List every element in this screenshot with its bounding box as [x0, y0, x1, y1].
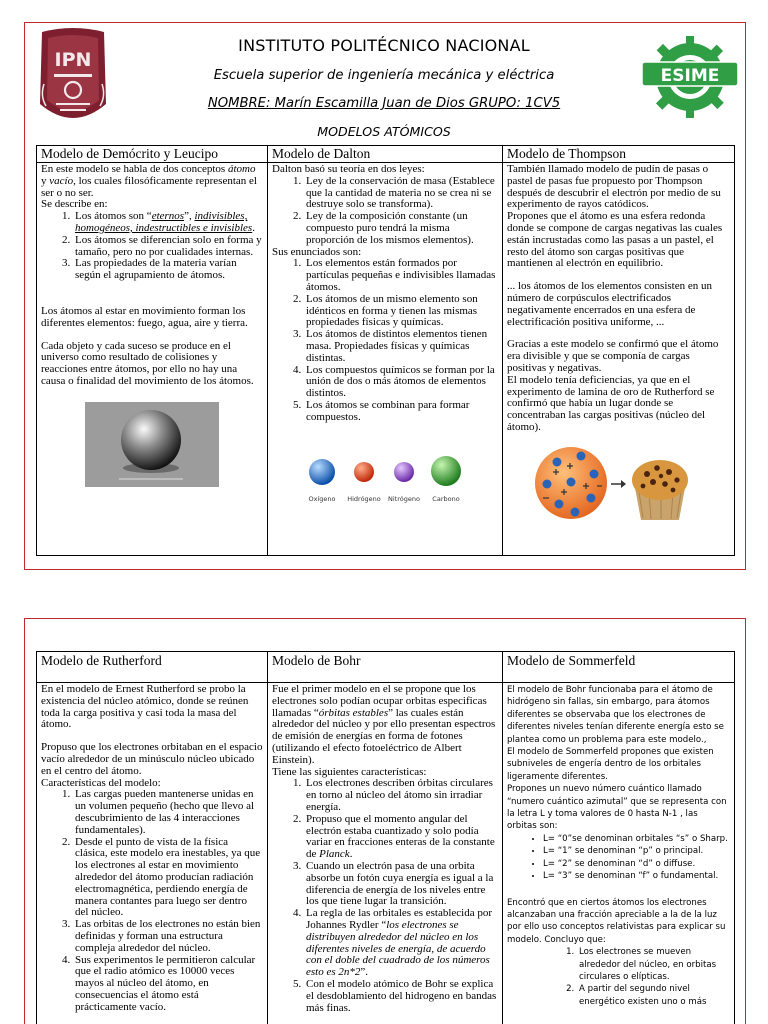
- rutherford-list: [73, 789, 263, 1013]
- element-label: Nitrógeno: [388, 494, 420, 503]
- element-label: Carbono: [432, 494, 460, 503]
- list-item: 4. Sus experimentos le permitieron calcular que el radio atómico es 10000 veces mayos al núcleo del átomo, en consecuencias el átomo está prácticamente vacío.: [73, 955, 263, 1014]
- sommerfeld-heading: Modelo de Sommerfeld: [503, 652, 735, 683]
- school-subtitle: Escuela superior de ingeniería mecánica y eléctrica: [213, 68, 555, 83]
- list-item: 2. Ley de la composición constante (un compuesto puro tendrá la misma proporción de los mismos elementos).: [304, 211, 498, 246]
- dalton-enunciados-list: [304, 258, 498, 423]
- list-item: 1. Ley de la conservación de masa (Establece que la cantidad de materia no se crea ni se destruye solo se transforma).: [304, 176, 498, 211]
- list-item: 1. Los electrones se mueven alrededor del núcleo, en orbitas circulares o elípticas.: [577, 946, 730, 983]
- rutherford-chars-label: Características del modelo:: [41, 776, 161, 789]
- list-item: 5. Los átomos se combinan para formar compuestos.: [304, 400, 498, 424]
- topic-heading: MODELOS ATÓMICOS: [317, 124, 451, 139]
- list-item: 2. Desde el punto de vista de la física clásica, este modelo era inestables, ya que los electrones al estar en movimiento alrededor del átomo producían radiación electromagnética, perdiendo energía de manera contantes para luego ser dentro del núcleo.: [73, 837, 263, 920]
- sommerfeld-conclusions-list: [577, 946, 730, 1008]
- list-item: 2. Los átomos de un mismo elemento son idénticos en forma y tienen las mismas propiedades físicas y químicas.: [304, 294, 498, 329]
- list-item: 1. Los electrones describen órbitas circulares en torno al núcleo del átomo sin irradiar energía.: [304, 778, 498, 813]
- elements-illustration: [306, 452, 468, 504]
- rutherford-heading: Modelo de Rutherford: [37, 652, 268, 683]
- democrito-heading: Modelo de Demócrito y Leucipo: [37, 146, 268, 163]
- plum-pudding-illustration: [531, 444, 691, 522]
- thompson-paragraph: Gracias a este modelo se confirmó que el átomo era divisible y que se componía de cargas positivas y negativas.: [507, 338, 719, 374]
- sphere-illustration: [85, 402, 219, 487]
- list-item: 5. Con el modelo atómico de Bohr se explica el desdoblamiento del hidrogeno en bandas más finas.: [304, 979, 498, 1014]
- rutherford-cell: [37, 683, 268, 1024]
- list-item: 1. Los átomos son “eternos”, indivisibles, homogéneos, indestructibles e invisibles.: [73, 211, 263, 235]
- bohr-list: [304, 778, 498, 1014]
- list-item: 3. Cuando un electrón pasa de una orbita absorbe un fotón cuya energía es igual a la diferencia de energía de los niveles entre los que tiene lugar la transición.: [304, 861, 498, 908]
- democrito-intro: En este modelo se habla de dos conceptos átomo y vacío, los cuales filosóficamente representan el ser o no ser.: [41, 163, 257, 199]
- models-table-page-1: [36, 145, 735, 556]
- democrito-list: [73, 211, 263, 282]
- list-item: 3. Las orbitas de los electrones no están bien definidas y forman una estructura compleja alrededor del núcleo.: [73, 919, 263, 954]
- institution-title: INSTITUTO POLITÉCNICO NACIONAL: [238, 36, 530, 55]
- nitrogen-sphere-icon: [394, 462, 414, 482]
- sommerfeld-paragraph: Propones un nuevo número cuántico llamado “numero cuántico azimutal” que se representa con la letra L y toma valores de 0 hasta N-1 , las orbitas son:: [507, 784, 727, 832]
- bohr-intro: Fue el primer modelo en el se propone que los electrones solo podían ocupar orbitas especificas llamadas “órbitas estables” las cuales están alrededor del núcleo y por ello presentan espectros de emisión de energías en forma de fotones (utilizando el efecto fotoeléctrico de Albert Einstein).: [272, 683, 496, 766]
- hydrogen-sphere-icon: [354, 462, 374, 482]
- democrito-paragraph: Los átomos al estar en movimiento forman los diferentes elementos: fuego, agua, aire y tierra.: [41, 304, 248, 329]
- thompson-paragraph: El modelo tenía deficiencias, ya que en el experimento de lamina de oro de Rutherford se confirmó que había un lugar donde se concentraban las cargas positivas (núcleo del átomo).: [507, 373, 715, 433]
- sommerfeld-paragraph: Encontró que en ciertos átomos los electrones alcanzaban una fracción apreciable a la de la luz por ello uso conceptos relativistas para explicar su modelo. Concluyo que:: [507, 897, 726, 945]
- rutherford-paragraph: En el modelo de Ernest Rutherford se probo la existencia del núcleo atómico, donde se reúnen toda la carga positiva y casi toda la masa del átomo.: [41, 683, 249, 731]
- thompson-paragraph: Propones que el átomo es una esfera redonda donde se compone de cargas negativas las cuales están incrustadas como las pasas a un pastel, el resto del átomo son cargas positivas que mantienen al electrón en equilibrio.: [507, 210, 723, 270]
- dalton-heading: Modelo de Dalton: [268, 146, 503, 163]
- sommerfeld-paragraph: El modelo de Bohr funcionaba para el átomo de hidrógeno sin fallas, sin embargo, para átomos diferentes se observaba que los electrones de diferentes niveles tenían diferente energía esto se plantea como un problema para este modelo.,: [507, 685, 724, 745]
- dalton-intro: Dalton basó su teoría en dos leyes:: [272, 163, 425, 175]
- democrito-describe-label: Se describe en:: [41, 198, 108, 211]
- list-item: 4. La regla de las orbitales es establecida por Johannes Rydler “los electrones se distribuyen alrededor del núcleo en los diferentes niveles de energía, de acuerdo con el doble del cuadrado de los números esto es 2n*2”.: [304, 908, 498, 979]
- models-table-page-2: [36, 651, 735, 1024]
- list-item: 2. A partir del segundo nivel energético existen uno o más: [577, 983, 730, 1008]
- democrito-cell: [37, 163, 268, 556]
- list-item: • L= “2” se denominan “d” o diffuse.: [543, 858, 730, 870]
- list-item: 3. Los átomos de distintos elementos tienen masa. Propiedades físicas y químicas distintas.: [304, 329, 498, 364]
- list-item: 3. Las propiedades de la materia varían según el agrupamiento de átomos.: [73, 258, 263, 282]
- thompson-paragraph: También llamado modelo de pudín de pasas o pastel de pasas fue propuesto por Thompson después de descubrir el electrón por medio de su experimento de rayos catódicos.: [507, 163, 721, 211]
- bohr-heading: Modelo de Bohr: [268, 652, 503, 683]
- ipn-logo-text: IPN: [54, 49, 92, 71]
- thompson-cell: [503, 163, 735, 556]
- oxygen-sphere-icon: [309, 459, 335, 485]
- element-label: Hidrógeno: [347, 494, 381, 503]
- list-item: • L= “0”se denominan orbitales “s” o Sharp.: [543, 833, 730, 845]
- thompson-heading: Modelo de Thompson: [503, 146, 735, 163]
- element-label: Oxígeno: [308, 494, 336, 503]
- dalton-laws-list: [304, 176, 498, 247]
- sommerfeld-paragraph: El modelo de Sommerfeld propones que existen subniveles de engería dentro de los orbitales ligeramente diferentes.: [507, 747, 714, 782]
- rutherford-paragraph: Propuso que los electrones orbitaban en el espacio vacío alrededor de un minúsculo núcleo ubicado en el centro del átomo.: [41, 741, 263, 777]
- dalton-enunciados-label: Sus enunciados son:: [272, 245, 362, 258]
- arrow-right-icon: [621, 480, 626, 488]
- list-item: 2. Los átomos se diferencian solo en forma y tamaño, pero no por cualidades internas.: [73, 235, 263, 259]
- sommerfeld-orbitals-list: [543, 833, 730, 883]
- esime-logo-text: ESIME: [660, 66, 720, 86]
- list-item: 1. Las cargas pueden mantenerse unidas en un volumen pequeño (hecho que llevo al descubrimiento de las 4 interacciones fundamentales).: [73, 789, 263, 836]
- bohr-cell: [268, 683, 503, 1024]
- dalton-cell: [268, 163, 503, 556]
- list-item: • L= “1” se denominan “p” o principal.: [543, 845, 730, 857]
- bohr-chars-label: Tiene las siguientes características:: [272, 765, 427, 778]
- carbon-sphere-icon: [431, 456, 461, 486]
- student-name-line: NOMBRE: Marín Escamilla Juan de Dios GRUPO: 1CV5: [207, 96, 561, 111]
- democrito-paragraph: Cada objeto y cada suceso se produce en el universo como resultado de colisiones y reacciones entre átomos, por ello no hay una causa o finalidad del movimiento de los átomos.: [41, 339, 254, 387]
- list-item: 1. Los elementos están formados por partículas pequeñas e indivisibles llamadas átomos.: [304, 258, 498, 293]
- list-item: 4. Los compuestos químicos se forman por la unión de dos o más átomos de elementos distintos.: [304, 365, 498, 400]
- list-item: • L= “3” se denominan “f” o fundamental.: [543, 870, 730, 882]
- sommerfeld-cell: [503, 683, 735, 1024]
- thompson-quote: ... los átomos de los elementos consisten en un número de corpúsculos electrificados negativamente encerrados en una esfera de electrificación positiva uniforme, ...: [507, 280, 712, 328]
- list-item: 2. Propuso que el momento angular del electrón estaba cuantizado y solo podía variar en fracciones enteras de la constante de Planck.: [304, 814, 498, 861]
